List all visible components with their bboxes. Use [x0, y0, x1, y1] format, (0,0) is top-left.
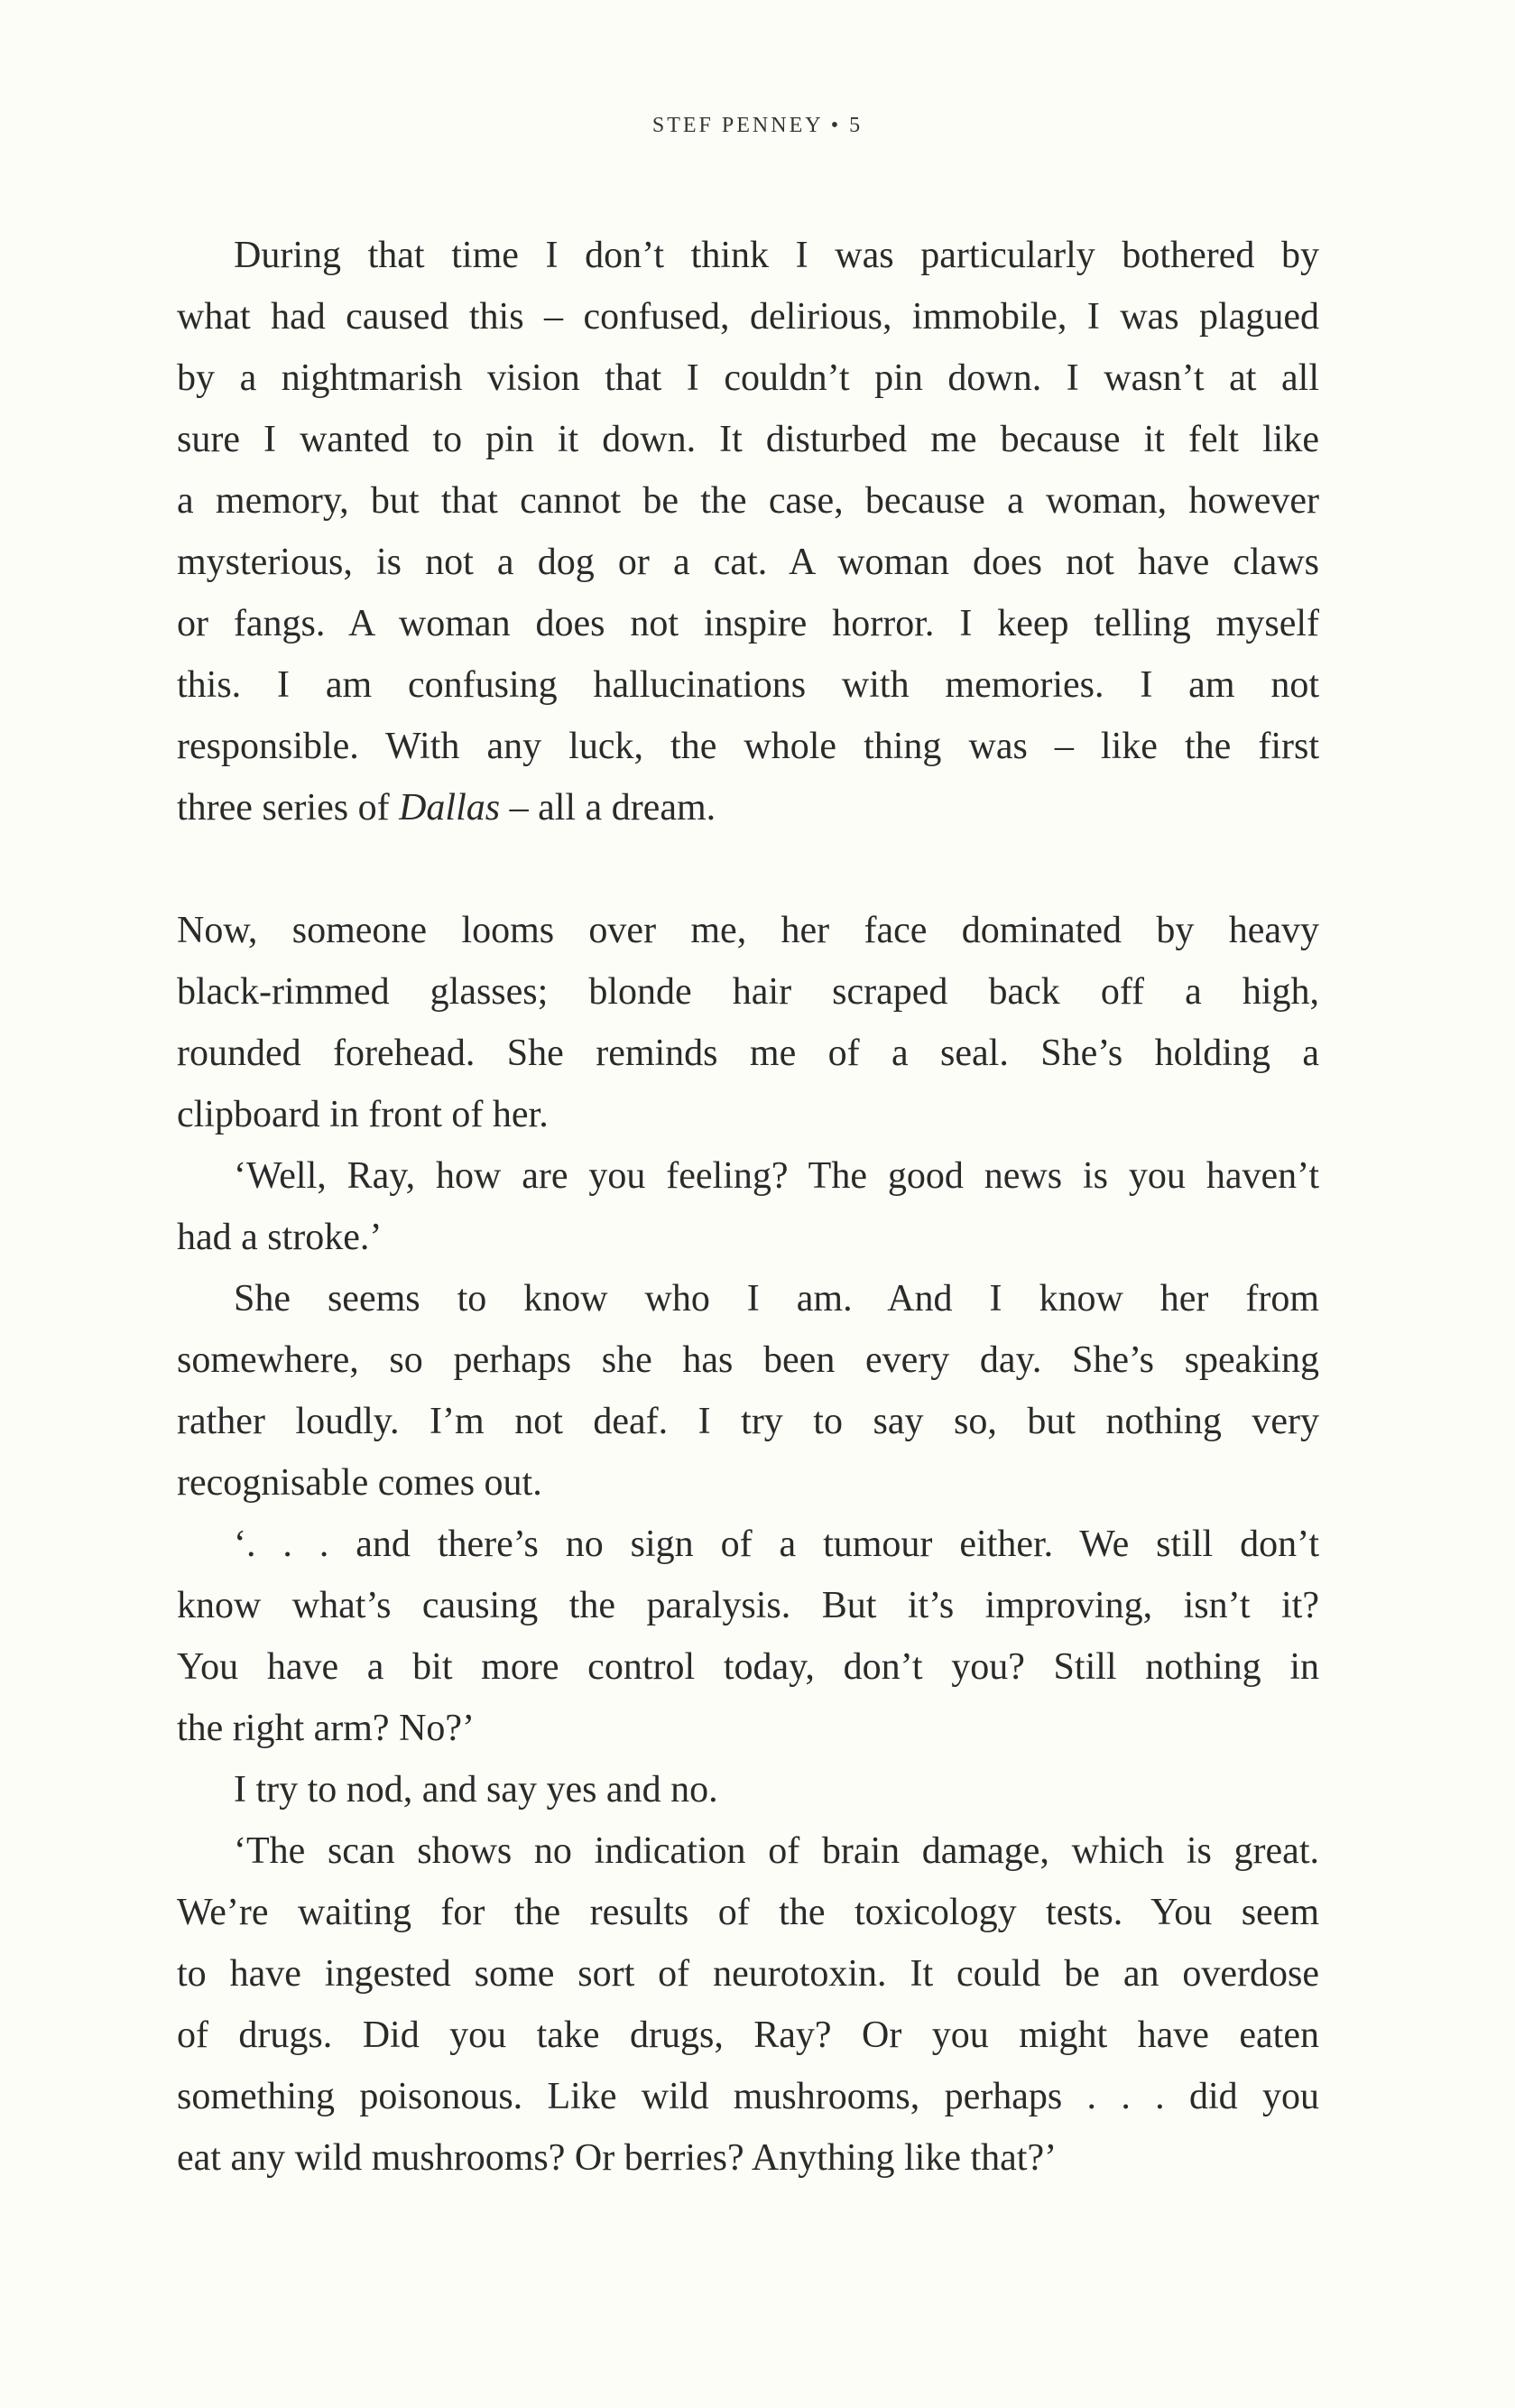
text-line: what had caused this – confused, delirious, immobile, I was plagued	[177, 296, 1319, 338]
text-line: mysterious, is not a dog or a cat. A woman does not have claws	[177, 542, 1319, 583]
text-line: During that time I don’t think I was particularly bothered by	[234, 235, 1319, 276]
text-line: Now, someone looms over me, her face dominated by heavy	[177, 910, 1319, 951]
text-line: by a nightmarish vision that I couldn’t pin down. I wasn’t at all	[177, 357, 1319, 399]
text-line: had a stroke.’	[177, 1217, 383, 1258]
text-line: to have ingested some sort of neurotoxin. It could be an overdose	[177, 1953, 1319, 1995]
text-line: recognisable comes out.	[177, 1462, 542, 1504]
text-line: black-rimmed glasses; blonde hair scraped back off a high,	[177, 971, 1319, 1013]
text-line: a memory, but that cannot be the case, because a woman, however	[177, 480, 1319, 522]
text-segment: – all a dream.	[500, 787, 716, 829]
text-line: know what’s causing the paralysis. But it’s improving, isn’t it?	[177, 1585, 1319, 1626]
text-line: or fangs. A woman does not inspire horror. I keep telling myself	[177, 603, 1319, 644]
page-number: 5	[849, 114, 864, 137]
header-author: STEF PENNEY	[651, 114, 823, 137]
paragraph	[177, 900, 1319, 1145]
text-line: something poisonous. Like wild mushrooms, perhaps . . . did you	[177, 2076, 1319, 2117]
paragraph	[177, 1268, 1319, 1514]
section-break	[177, 838, 1319, 900]
text-line: rather loudly. I’m not deaf. I try to say so, but nothing very	[177, 1401, 1319, 1442]
running-header	[0, 114, 1515, 138]
text-line: She seems to know who I am. And I know her from	[234, 1278, 1319, 1320]
text-line	[177, 777, 1319, 838]
paragraph	[177, 1820, 1319, 2189]
paragraph	[177, 1759, 1319, 1820]
text-line: sure I wanted to pin it down. It disturbed me because it felt like	[177, 419, 1319, 460]
text-line: ‘. . . and there’s no sign of a tumour either. We still don’t	[234, 1524, 1319, 1565]
paragraph	[177, 1145, 1319, 1268]
text-line: ‘Well, Ray, how are you feeling? The good news is you haven’t	[234, 1155, 1319, 1197]
text-line: We’re waiting for the results of the toxicology tests. You seem	[177, 1892, 1319, 1933]
text-line: You have a bit more control today, don’t you? Still nothing in	[177, 1646, 1319, 1688]
text-line: I try to nod, and say yes and no.	[234, 1769, 718, 1811]
paragraph	[177, 1514, 1319, 1759]
text-line: rounded forehead. She reminds me of a seal. She’s holding a	[177, 1033, 1319, 1074]
body-text	[177, 225, 1319, 2189]
text-line: clipboard in front of her.	[177, 1094, 549, 1135]
italic-title: Dallas	[399, 787, 501, 829]
text-line: somewhere, so perhaps she has been every day. She’s speaking	[177, 1339, 1319, 1381]
text-line: of drugs. Did you take drugs, Ray? Or you might have eaten	[177, 2014, 1319, 2056]
paragraph	[177, 225, 1319, 900]
text-line: the right arm? No?’	[177, 1708, 476, 1749]
text-line: ‘The scan shows no indication of brain damage, which is great.	[234, 1830, 1319, 1872]
text-line: responsible. With any luck, the whole thing was – like the first	[177, 726, 1319, 767]
text-line: this. I am confusing hallucinations with memories. I am not	[177, 664, 1319, 706]
header-separator: •	[830, 114, 842, 137]
text-line: eat any wild mushrooms? Or berries? Anything like that?’	[177, 2137, 1058, 2179]
text-segment: three series of	[177, 787, 400, 829]
